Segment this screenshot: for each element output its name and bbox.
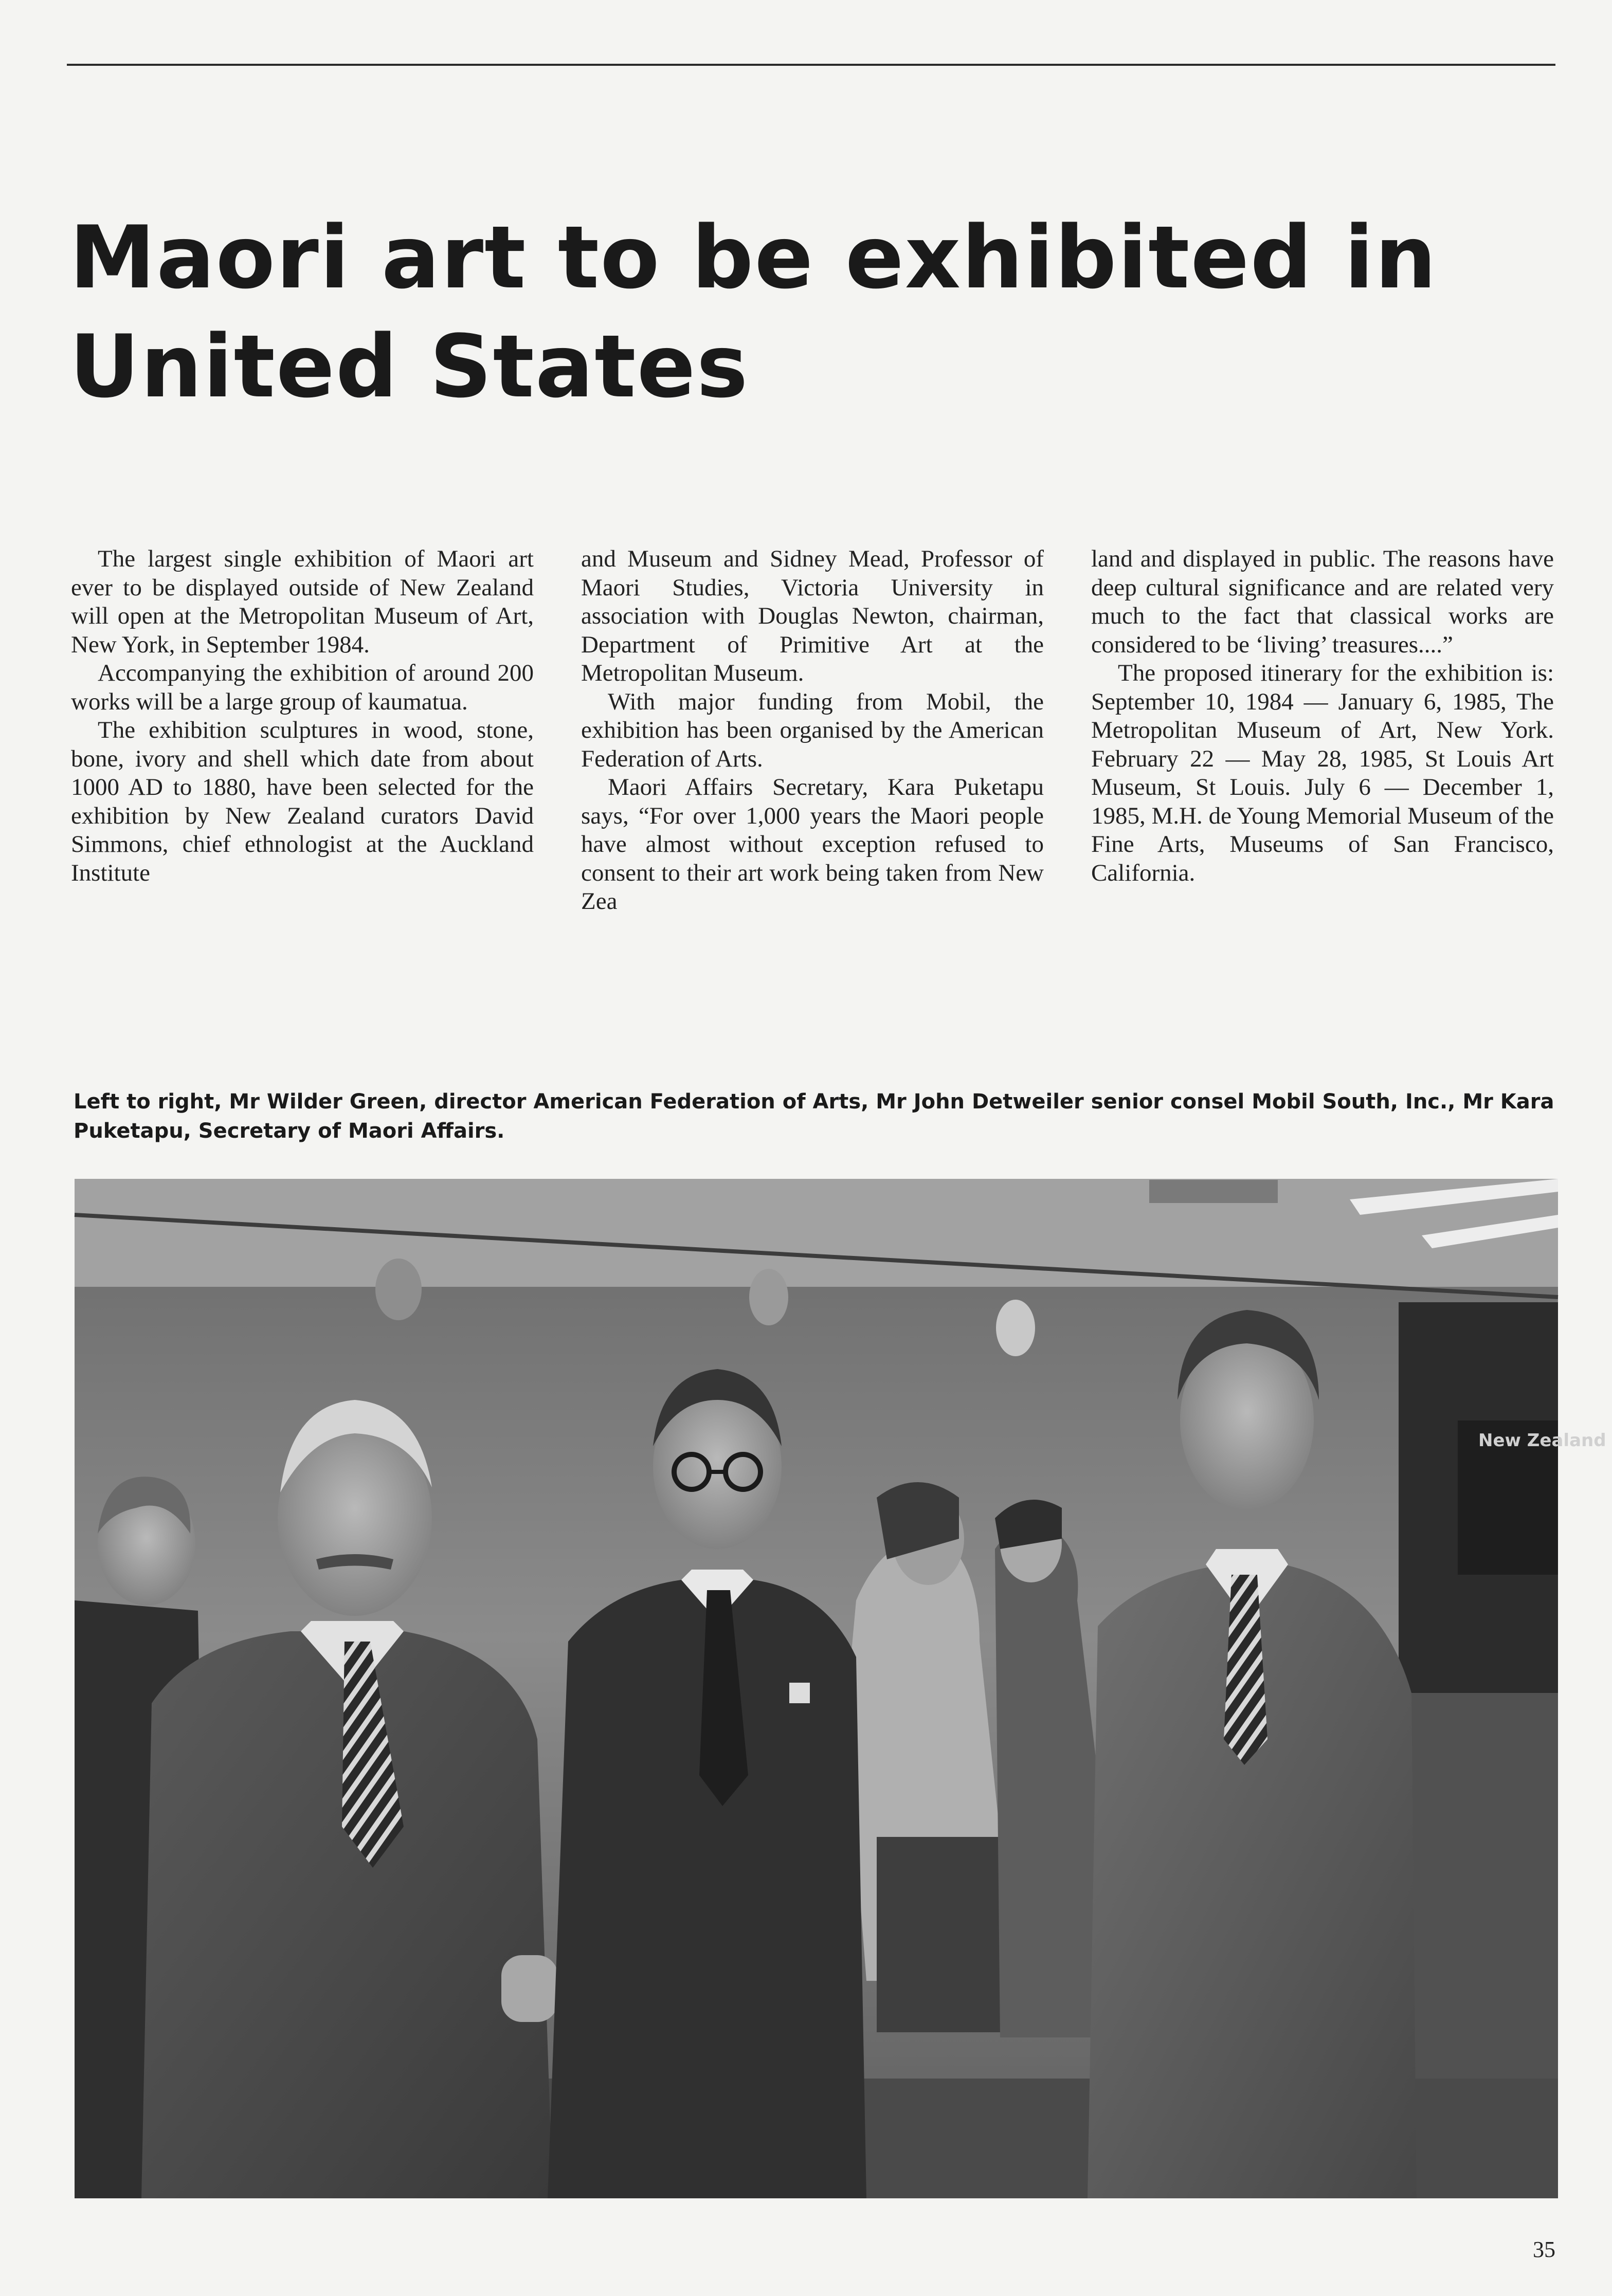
paragraph: and Museum and Sidney Mead, Professor of Maori Studies, Victoria University in association with Douglas Newton, chairman, Department of Primitive Art at the Metropolitan Museum. xyxy=(581,545,1044,686)
paragraph: Accompanying the exhibition of around 200 works will be a large group of kaumatua. xyxy=(71,660,534,715)
article-column-1 xyxy=(71,545,534,887)
paragraph: Maori Affairs Secretary, Kara Puketapu says, “For over 1,000 years the Maori people have almost without exception refused to consent to their art work being taken from New Zea xyxy=(581,774,1044,915)
paragraph: land and displayed in public. The reasons have deep cultural significance and are related very much to the fact that classical works are considered to be ‘living’ treasures....” xyxy=(1091,545,1554,658)
paragraph: The exhibition sculptures in wood, stone, bone, ivory and shell which date from about 1000 AD to 1880, have been selected for the exhibition by New Zealand curators David Simmons, chief ethnologist at the Auckland Institute xyxy=(71,717,534,886)
photo-sign-text: New Zealand xyxy=(1478,1430,1606,1451)
paragraph: With major funding from Mobil, the exhibition has been organised by the American Federation of Arts. xyxy=(581,688,1044,772)
headline: Maori art to be exhibited in United States xyxy=(69,207,1438,417)
article-column-2 xyxy=(581,545,1044,916)
article-column-3 xyxy=(1091,545,1554,887)
page-number: 35 xyxy=(1533,2237,1555,2262)
photograph xyxy=(75,1179,1606,2198)
top-rule xyxy=(67,64,1555,66)
paragraph: The largest single exhibition of Maori art ever to be displayed outside of New Zealand will open at the Metropolitan Museum of Art, New York, in September 1984. xyxy=(71,545,534,658)
paragraph: The proposed itinerary for the exhibition is: September 10, 1984 — January 6, 1985, The Metropolitan Museum of Art, New York. February 22 — May 28, 1985, St Louis Art Museum, St Louis. July 6 — December 1, 1985, M.H. de Young Memorial Museum of the Fine Arts, Museums of San Francisco, California. xyxy=(1091,660,1554,886)
photo-caption: Left to right, Mr Wilder Green, director American Federation of Arts, Mr John Detweiler senior consel Mobil South, Inc., Mr Kara Puketapu, Secretary of Maori Affairs. xyxy=(74,1090,1554,1143)
